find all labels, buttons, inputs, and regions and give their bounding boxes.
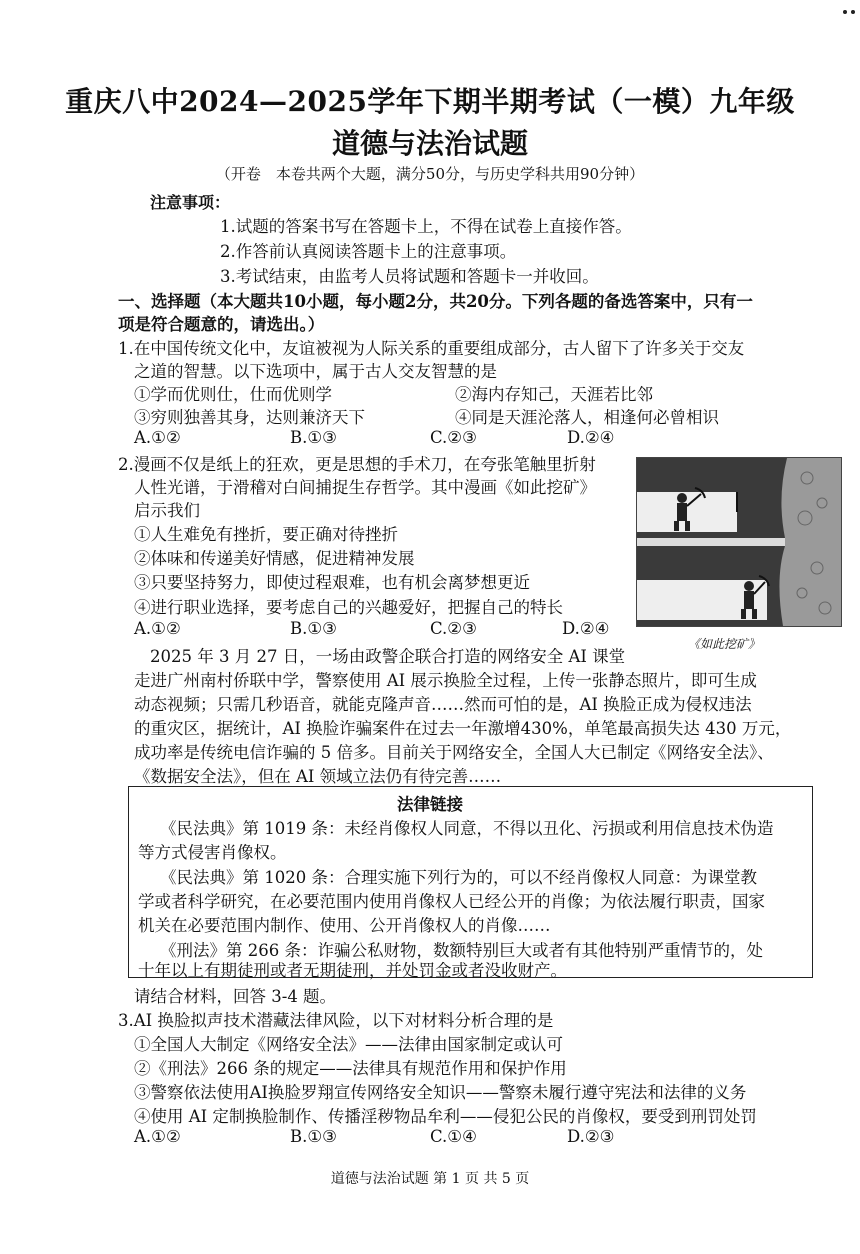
law-line-6: 《刑法》第 266 条：诈骗公私财物，数额特别巨大或者有其他特别严重情节的，处 <box>160 941 763 960</box>
notice-heading: 注意事项： <box>150 193 231 212</box>
material-line-2: 走进广州南村侨联中学，警察使用 AI 展示换脸全过程，上传一张静态照片，即可生成 <box>134 671 757 690</box>
notice-item-1: 1.试题的答案书写在答题卡上，不得在试卷上直接作答。 <box>220 217 632 236</box>
q1-choice-c: C.②③ <box>430 428 477 447</box>
law-line-4: 学或者科学研究，在必要范围内使用肖像权人已经公开的肖像；为依法履行职责，国家 <box>138 892 765 911</box>
q3-item-2: ②《刑法》266 条的规定——法律具有规范作用和保护作用 <box>134 1059 567 1078</box>
q1-item-4: ④同是天涯沦落人，相逢何必曾相识 <box>455 408 719 427</box>
material-line-4: 的重灾区，据统计，AI 换脸诈骗案件在过去一年激增430%，单笔最高损失达 430 万元， <box>134 719 792 738</box>
exam-title-line1: 重庆八中2024—2025学年下期半期考试（一模）九年级 <box>65 85 795 118</box>
q2-item-3: ③只要坚持努力，即使过程艰难，也有机会离梦想更近 <box>134 573 530 592</box>
notice-item-3: 3.考试结束，由监考人员将试题和答题卡一并收回。 <box>220 267 599 286</box>
instruction-text: 请结合材料，回答 3-4 题。 <box>134 987 337 1006</box>
q2-stem-line2: 人性光谱，于滑稽对白间捕捉生存哲学。其中漫画《如此挖矿》 <box>134 478 596 497</box>
q1-stem-line2: 之道的智慧。以下选项中，属于古人交友智慧的是 <box>134 362 497 381</box>
mining-comic-image <box>636 457 842 627</box>
q2-choice-a: A.①② <box>134 619 181 638</box>
q1-choice-a: A.①② <box>134 428 181 447</box>
q1-stem-line1: 1.在中国传统文化中，友谊被视为人际关系的重要组成部分，古人留下了许多关于交友 <box>118 339 745 358</box>
q3-item-4: ④使用 AI 定制换脸制作、传播淫秽物品牟利——侵犯公民的肖像权，要受到刑罚处罚 <box>134 1107 757 1126</box>
q3-choice-d: D.②③ <box>567 1127 615 1146</box>
law-box-title: 法律链接 <box>397 795 463 814</box>
law-line-5: 机关在必要范围内制作、使用、公开肖像权人的肖像…… <box>138 916 551 935</box>
law-line-7: 十年以上有期徒刑或者无期徒刑，并处罚金或者没收财产。 <box>138 961 567 980</box>
q1-item-3: ③穷则独善其身，达则兼济天下 <box>134 408 365 427</box>
q2-item-2: ②体味和传递美好情感，促进精神发展 <box>134 549 415 568</box>
material-line-1: 2025 年 3 月 27 日，一场由政警企联合打造的网络安全 AI 课堂 <box>150 647 626 666</box>
q2-choice-c: C.②③ <box>430 619 477 638</box>
material-line-6: 《数据安全法》，但在 AI 领域立法仍有待完善…… <box>134 767 502 786</box>
q3-item-1: ①全国人大制定《网络安全法》——法律由国家制定或认可 <box>134 1035 563 1054</box>
q2-item-1: ①人生难免有挫折，要正确对待挫折 <box>134 525 398 544</box>
scan-mark <box>851 10 855 14</box>
mining-comic-drawing <box>637 458 841 626</box>
q3-choice-a: A.①② <box>134 1127 181 1146</box>
comic-caption: 《如此挖矿》 <box>688 637 761 651</box>
q3-choice-c: C.①④ <box>430 1127 477 1146</box>
q3-item-3: ③警察依法使用AI换脸罗翔宣传网络安全知识——警察未履行遵守宪法和法律的义务 <box>134 1083 747 1102</box>
q1-item-2: ②海内存知己，天涯若比邻 <box>455 385 653 404</box>
q1-item-1: ①学而优则仕，仕而优则学 <box>134 385 332 404</box>
law-line-3: 《民法典》第 1020 条：合理实施下列行为的，可以不经肖像权人同意：为课堂教 <box>160 868 757 887</box>
law-line-1: 《民法典》第 1019 条：未经肖像权人同意，不得以丑化、污损或利用信息技术伪造 <box>160 819 774 838</box>
material-line-3: 动态视频；只需几秒语音，就能克隆声音……然而可怕的是，AI 换脸正成为侵权违法 <box>134 695 752 714</box>
exam-subtitle: （开卷 本卷共两个大题，满分50分，与历史学科共用90分钟） <box>215 165 645 183</box>
q3-choice-b: B.①③ <box>290 1127 337 1146</box>
q1-choice-d: D.②④ <box>567 428 615 447</box>
q2-stem-line3: 启示我们 <box>134 501 200 520</box>
q2-choice-b: B.①③ <box>290 619 337 638</box>
q3-stem: 3.AI 换脸拟声技术潜藏法律风险，以下对材料分析合理的是 <box>118 1011 554 1030</box>
notice-item-2: 2.作答前认真阅读答题卡上的注意事项。 <box>220 242 517 261</box>
q2-stem-line1: 2.漫画不仅是纸上的狂欢，更是思想的手术刀，在夸张笔触里折射 <box>118 455 596 474</box>
scan-mark <box>843 10 847 14</box>
q2-item-4: ④进行职业选择，要考虑自己的兴趣爱好，把握自己的特长 <box>134 598 563 617</box>
page-footer: 道德与法治试题 第 1 页 共 5 页 <box>330 1171 530 1187</box>
material-line-5: 成功率是传统电信诈骗的 5 倍多。目前关于网络安全，全国人大已制定《网络安全法》、 <box>134 743 774 762</box>
law-line-2: 等方式侵害肖像权。 <box>138 843 287 862</box>
q1-choice-b: B.①③ <box>290 428 337 447</box>
section1-heading-line1: 一、选择题（本大题共10小题，每小题2分，共20分。下列各题的备选答案中，只有一 <box>118 292 753 311</box>
section1-heading-line2: 项是符合题意的，请选出。） <box>118 315 325 334</box>
q2-choice-d: D.②④ <box>562 619 610 638</box>
exam-title-line2: 道德与法治试题 <box>331 127 528 160</box>
